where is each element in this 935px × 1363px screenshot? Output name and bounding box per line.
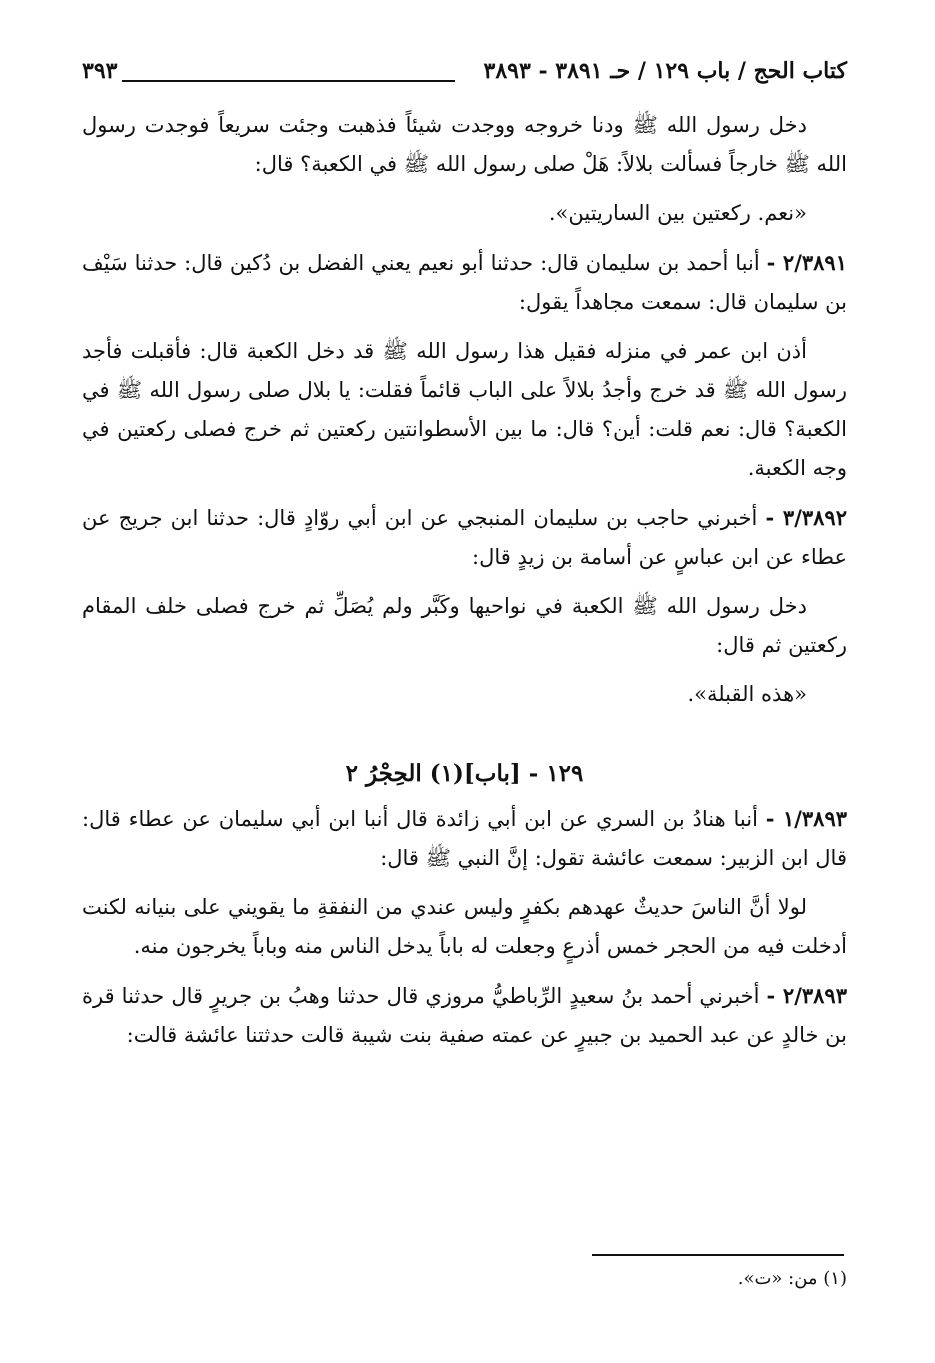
hadith-number: ٢/٣٨٩٣ -: [766, 983, 847, 1008]
hadith-3893b-isnad: [82, 976, 847, 1055]
footnote-rule: [592, 1254, 844, 1256]
hadith-3892-isnad: [82, 498, 847, 577]
hadith-3891-matn: أذن ابن عمر في منزله فقيل هذا رسول الله ﷺ قد دخل الكعبة قال: فأقبلت فأجد رسول الله ﷺ قد خرج وأجدُ بلالاً على الباب قائماً فقلت: يا بلال صلى رسول الله ﷺ في الكعبة؟ قال: نعم قلت: أين؟ قال: ما بين الأسطوانتين ركعتين ثم خرج فصلى ركعتين في وجه الكعبة.: [82, 339, 847, 480]
hadith-number: ٢/٣٨٩١ -: [766, 250, 847, 275]
chapter-heading: ١٢٩ - [باب](١) الحِجْرُ ٢: [345, 760, 584, 787]
hadith-3892-matn: دخل رسول الله ﷺ الكعبة في نواحيها وكَبَّر ولم يُصَلِّ ثم خرج فصلى خلف المقام ركعتين ثم قال:: [82, 594, 847, 657]
quote-paragraph: «نعم. ركعتين بين الساريتين».: [548, 201, 807, 225]
footnote: (١) من: «ت».: [737, 1268, 847, 1289]
hadith-number: ٣/٣٨٩٢ -: [765, 505, 847, 530]
hadith-3893a-matn: لولا أنَّ الناسَ حديثٌ عهدهم بكفرٍ وليس عندي من النفقةِ ما يقويني على بنيانه لكنت أدخلت فيه من الحجر خمس أذرعٍ وجعلت له باباً يدخل الناس منه وباباً يخرجون منه.: [82, 895, 847, 958]
paragraph: دخل رسول الله ﷺ ودنا خروجه ووجدت شيئاً فذهبت وجئت سريعاً فوجدت رسول الله ﷺ خارجاً فسألت بلالاً: هَلْ صلى رسول الله ﷺ في الكعبة؟ قال:: [82, 113, 847, 176]
page-body: [82, 106, 847, 1065]
hadith-3892-quote: «هذه القبلة».: [687, 682, 807, 706]
hadith-3891-isnad: [82, 243, 847, 322]
header-rule: [122, 80, 455, 82]
isnad-text: أخبرني حاجب بن سليمان المنبجي عن ابن أبي روّادٍ قال: حدثنا ابن جريج عن عطاء عن ابن عباسٍ عن أسامة بن زيدٍ قال:: [82, 506, 847, 569]
hadith-number: ١/٣٨٩٣ -: [765, 806, 848, 831]
isnad-text: أنبا هنادُ بن السري عن ابن أبي زائدة قال أنبا ابن أبي سليمان عن عطاء قال: قال ابن الزبير: سمعت عائشة تقول: إنَّ النبي ﷺ قال:: [82, 807, 847, 870]
isnad-text: أنبا أحمد بن سليمان قال: حدثنا أبو نعيم يعني الفضل بن دُكين قال: حدثنا سَيْف بن سليمان قال: سمعت مجاهداً يقول:: [82, 251, 847, 314]
page-header: [82, 58, 847, 94]
hadith-3893a-isnad: [82, 799, 847, 878]
page-number: ٣٩٣: [82, 58, 118, 84]
isnad-text: أخبرني أحمد بنُ سعيدٍ الرِّباطيُّ مروزي قال حدثنا وهبُ بن جريرٍ قال حدثنا قرة بن خالدٍ عن عبد الحميد بن جبيرٍ عن عمته صفية بنت شيبة قالت حدثتنا عائشة قالت:: [82, 984, 847, 1047]
running-title: كتاب الحج / باب ١٢٩ / حـ ٣٨٩١ - ٣٨٩٣: [483, 58, 847, 84]
